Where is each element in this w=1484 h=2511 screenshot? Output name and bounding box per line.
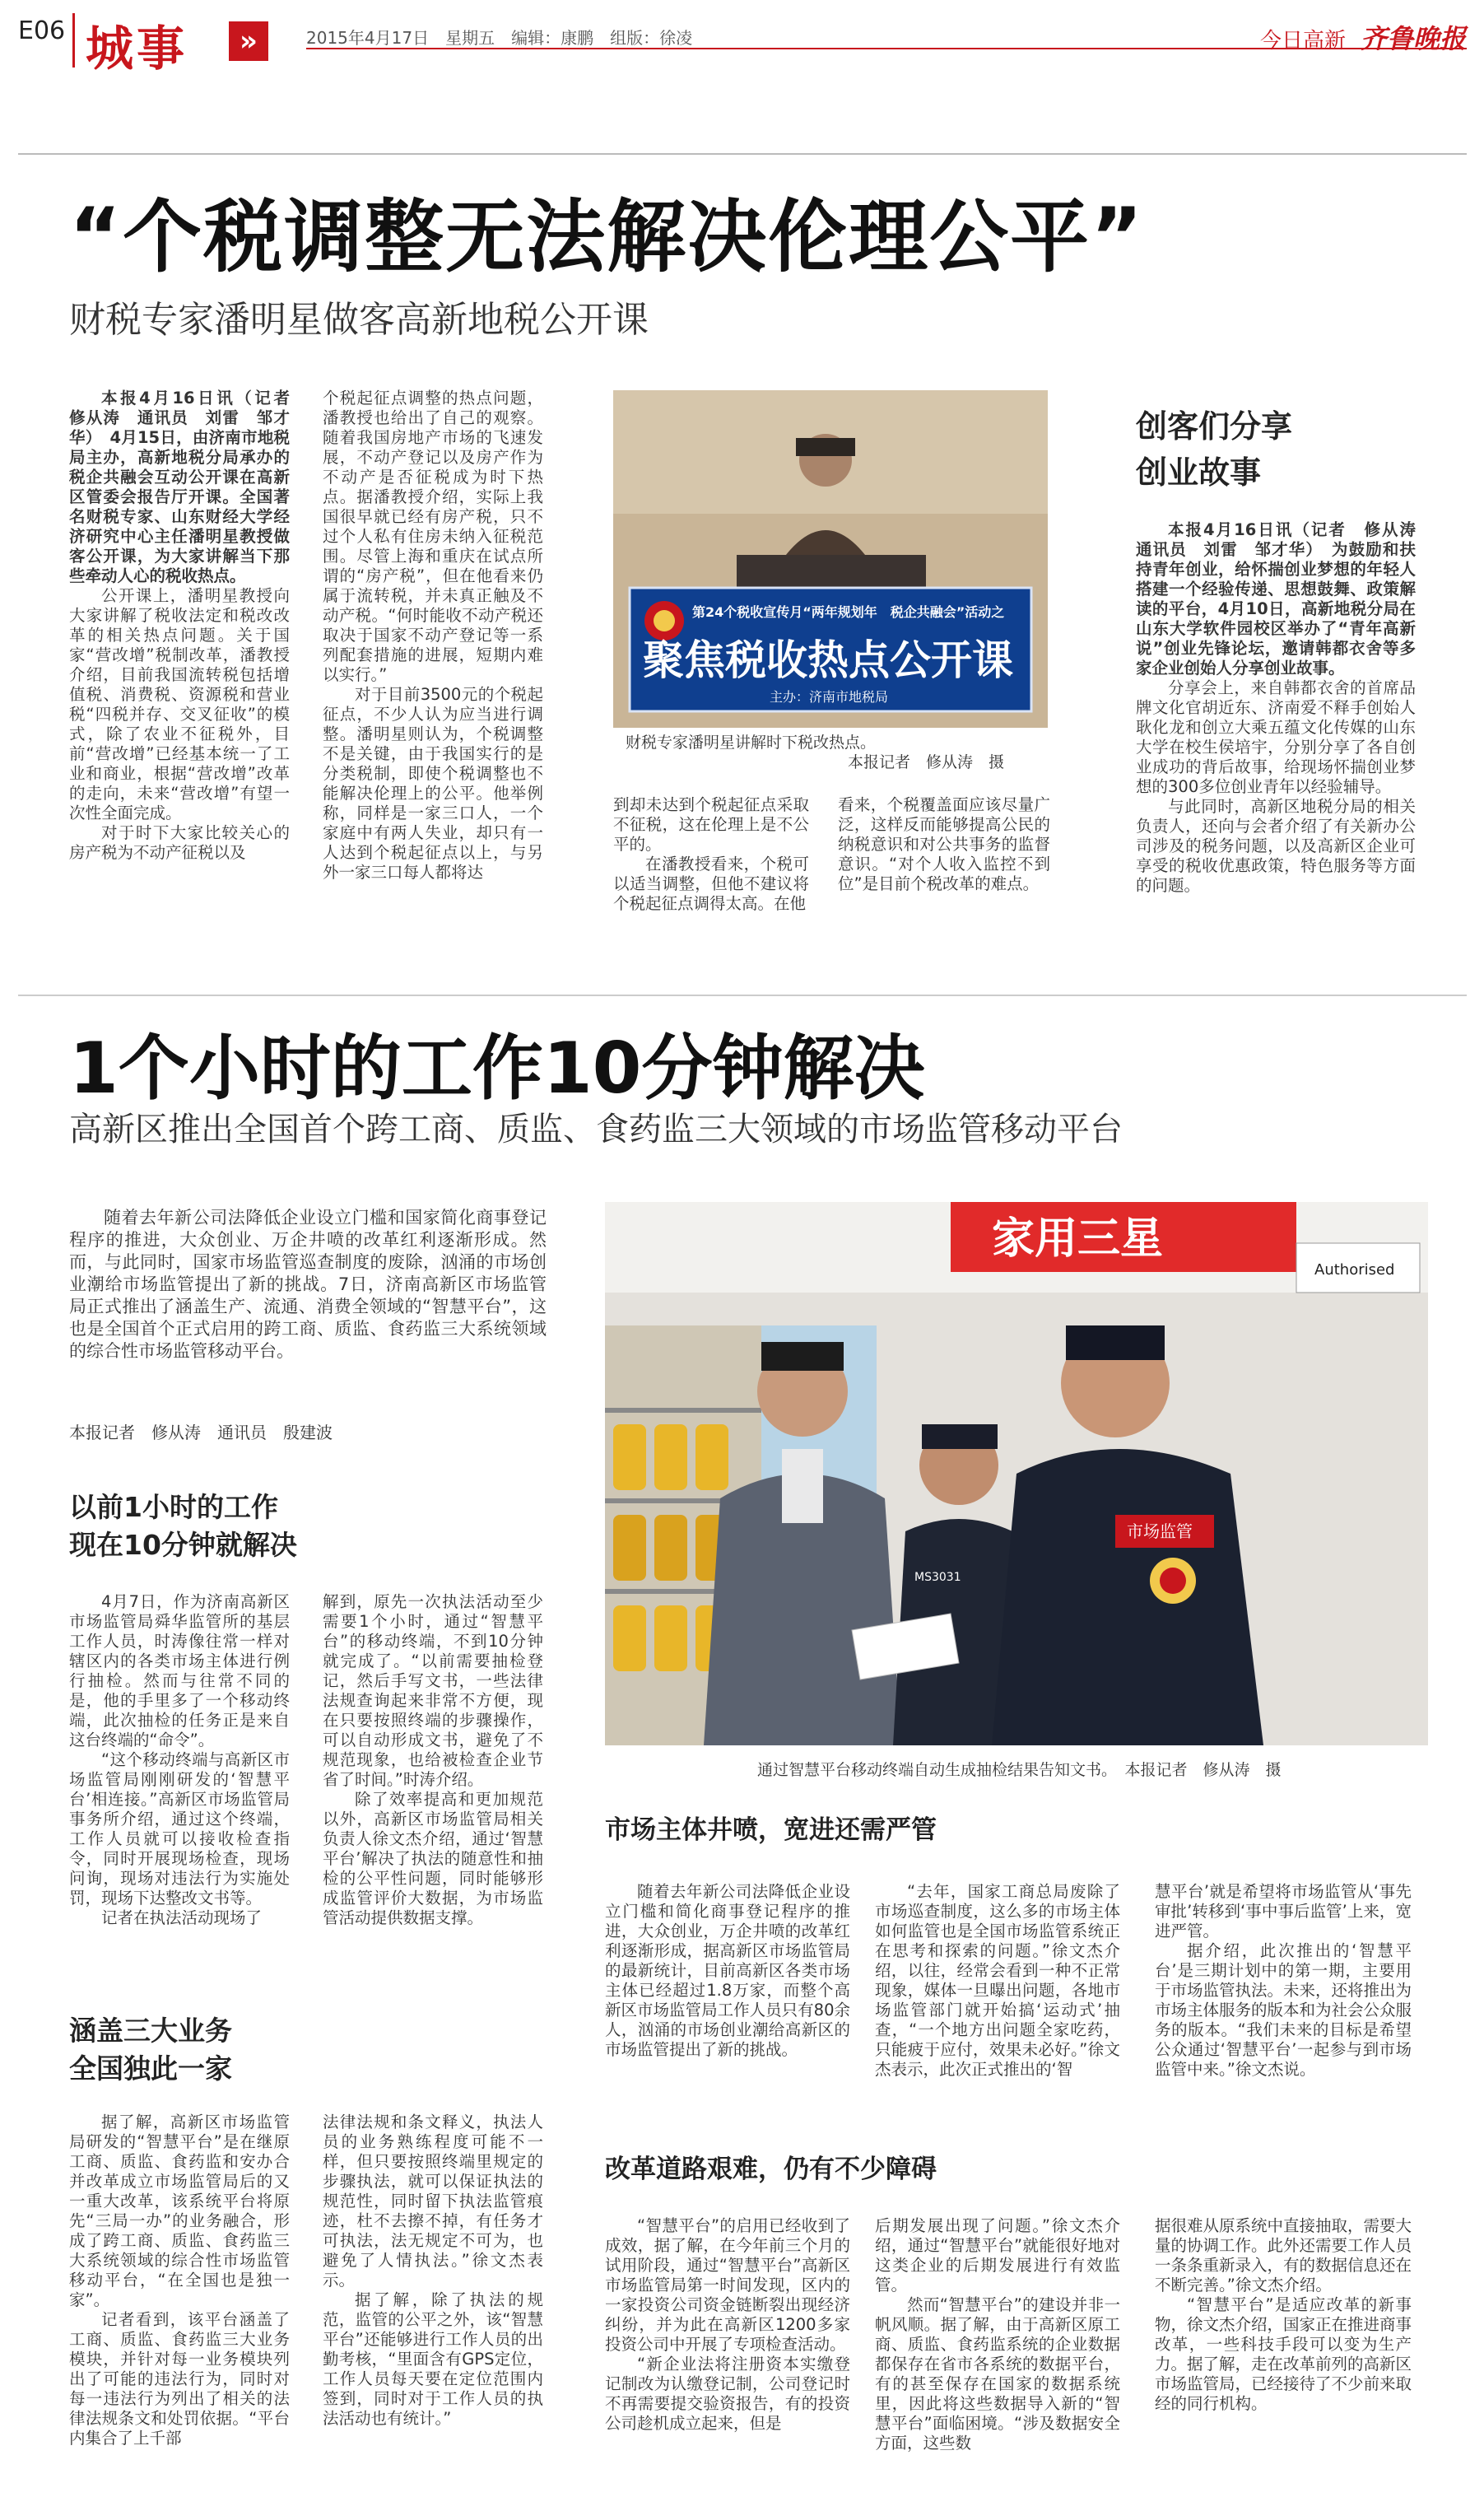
header-divider xyxy=(72,13,75,68)
sidebar-title xyxy=(1136,403,1292,496)
photo-authorised-sign: Authorised xyxy=(1314,1261,1395,1279)
paragraph: 解到，原先一次执法活动至少需要1个小时，通过“智慧平台”的移动终端，不到10分钟就完成了。“以前需要抽检登记，然后手写文书，一些法律法规查询起来非常不方便，现在只要按照终端的步骤操作，可以自动形成文书，避免了不规范现象，也给被检查企业节省了时间。”时涛介绍。 xyxy=(323,1592,543,1789)
subhead-3: 市场主体井喷，宽进还需严管 xyxy=(605,1815,937,1845)
article1-headline: “个税调整无法解决伦理公平” xyxy=(69,191,1145,283)
photo-badge-number: MS3031 xyxy=(914,1571,961,1584)
article1-column-3 xyxy=(613,795,809,943)
paragraph: “去年，国家工商总局废除了市场巡查制度，这么多的市场主体如何监管也是全国市场监管系统正在思考和探索的问题。”徐文杰介绍，以往，经常会看到一种不正常现象，媒体一旦曝出问题，各地市场监管部门就开始搞‘运动式’抽查，“一个地方出问题全家吃药，只能疲于应付，效果未必好。”徐文杰表示，此次正式推出的‘智 xyxy=(875,1882,1120,2079)
section1-column-1 xyxy=(69,1592,290,1992)
article2-photo xyxy=(605,1202,1428,1745)
paragraph: “这个移动终端与高新区市场监管局刚刚研发的‘智慧平台’相连接。”高新区市场监管局事务所介绍，通过这个终端，工作人员就可以接收检查指令，同时开展现场检查，现场问询，现场对违法行为实施处罚，现场下达整改文书等。 xyxy=(69,1750,290,1908)
photo-banner-sub: 主办：济南市地税局 xyxy=(770,689,889,705)
paper-name-logo: 齐鲁晚报 xyxy=(1360,23,1466,54)
paragraph: 与此同时，高新区地税分局的相关负责人，还向与会者介绍了有关新办公司涉及的税务问题，以及高新区企业可享受的税收优惠政策，特色服务等方面的问题。 xyxy=(1136,797,1416,895)
paragraph: 后期发展出现了问题。”徐文杰介绍，通过“智慧平台”就能很好地对这类企业的后期发展进行有效监管。 xyxy=(875,2216,1120,2294)
paragraph: 据了解，除了执法的规范，监管的公平之外，该“智慧平台”还能够进行工作人员的出勤考核，“里面含有GPS定位，工作人员每天要在定位范围内签到，同时对于工作人员的执法活动也有统计。” xyxy=(323,2290,543,2428)
paragraph: 除了效率提高和更加规范以外，高新区市场监管局相关负责人徐文杰介绍，通过‘智慧平台’解决了执法的随意性和抽检的公平性问题，同时能够形成监管评价大数据，为市场监管活动提供数据支撑。 xyxy=(323,1790,543,1927)
photo-shop-sign: 家用三星 xyxy=(992,1214,1164,1264)
paragraph: 公开课上，潘明星教授向大家讲解了税收法定和税改改革的相关热点问题。关于国家“营改增”税制改革，潘教授介绍，目前我国流转税包括增值税、消费税、资源税和营业税“四税并存、交叉征收”的模式，除了农业不征税外，目前“营改增”已经基本统一了工业和商业，根据“营改增”改革的走向，未来“营改增”有望一次性全面完成。 xyxy=(69,586,290,822)
subhead-2-line2: 全国独此一家 xyxy=(69,2052,232,2085)
paragraph: “智慧平台”的启用已经收到了成效，据了解，在今年前三个月的试用阶段，通过“智慧平台”高新区市场监管局第一时间发现，区内的一家投资公司资金链断裂出现经济纠纷，并为此在高新区1200多家投资公司中开展了专项检查活动。 xyxy=(605,2216,850,2354)
subhead-1-line2: 现在10分钟就解决 xyxy=(69,1529,297,1561)
photo-uniform-badge: 市场监管 xyxy=(1127,1521,1193,1541)
paragraph: 据介绍，此次推出的‘智慧平台’是三期计划中的第一期，主要用于市场监管执法。未来，还将推出为市场主体服务的版本和为社会公众服务的版本。“我们未来的目标是希望公众通过‘智慧平台’一起参与到市场监管中来。”徐文杰说。 xyxy=(1155,1941,1412,2079)
lecture-photo-illustration xyxy=(613,390,1048,728)
section-title: 城事 xyxy=(86,21,188,77)
paragraph: “新企业法将注册资本实缴登记制改为认缴登记制，公司登记时不再需要提交验资报告，有的投资公司趁机成立起来，但是 xyxy=(605,2355,850,2433)
paragraph: 对于目前3500元的个税起征点，不少人认为应当进行调整。潘明星则认为，个税调整不是关键，由于我国实行的是分类税制，即使个税调整也不能解决伦理上的公平。他举例称，同样是一家三口人，一个家庭中有两人失业，却只有一人达到个税起征点以上，与另外一家三口每人都将达 xyxy=(323,685,543,882)
article2-photo-caption: 通过智慧平台移动终端自动生成抽检结果告知文书。 本报记者 修从涛 摄 xyxy=(757,1761,1282,1779)
mid-rule xyxy=(18,995,1467,996)
paragraph: 分享会上，来自韩都衣舍的首席品牌文化官胡近东、济南爱不释手创始人耿化龙和创立大乘五蕴文化传媒的山东大学在校生侯培宇，分别分享了各自创业成功的背后故事，给现场怀揣创业梦想的300多位创业青年以经验辅导。 xyxy=(1136,678,1416,796)
paragraph: 记者看到，该平台涵盖了工商、质监、食药监三大业务模块，并针对每一业务模块列出了可能的违法行为，同时对每一违法行为列出了相关的法律法规条文和处罚依据。“平台内集合了上千部 xyxy=(69,2310,290,2448)
paragraph: 然而“智慧平台”的建设并非一帆风顺。据了解，由于高新区原工商、质监、食药监系统的企业数据都保存在省市各系统的数据平台，有的甚至保存在国家的数据系统里，因此将这些数据导入新的“智慧平台”面临困境。“涉及数据安全方面，这些数 xyxy=(875,2295,1120,2453)
double-chevron-icon: » xyxy=(229,21,268,61)
subhead-2 xyxy=(69,2012,232,2088)
paragraph: 随着去年新公司法降低企业设立门槛和国家简化商事登记程序的推进，大众创业、万企井喷的改革红利逐渐形成。然而，与此同时，国家市场监管巡查制度的废除，汹涌的市场创业潮给市场监管提出了新的挑战。7日，济南高新区市场监管局正式推出了涵盖生产、流通、消费全领域的“智慧平台”，这也是全国首个正式启用的跨工商、质监、食药监三大系统领域的综合性市场监管移动平台。 xyxy=(69,1208,547,1361)
section4-column-1 xyxy=(605,2216,850,2499)
article2-lead xyxy=(69,1207,547,1406)
sidebar-title-line2: 创业故事 xyxy=(1136,454,1262,491)
sidebar-body xyxy=(1136,520,1432,981)
section3-column-2 xyxy=(875,1882,1120,2129)
article1-subtitle: 财税专家潘明星做客高新地税公开课 xyxy=(69,299,649,341)
paragraph: 到却未达到个税起征点采取不征税，这在伦理上是不公平的。 xyxy=(613,795,809,854)
paragraph: 据了解，高新区市场监管局研发的“智慧平台”是在继原工商、质监、食药监和安办合并改革成立市场监管局后的又一重大改革，该系统平台将原先“三局一办”的业务融合，形成了跨工商、质监、食药监三大系统领域的综合性市场监管移动平台，“在全国也是独一家”。 xyxy=(69,2113,290,2309)
paragraph: 个税起征点调整的热点问题，潘教授也给出了自己的观察。随着我国房地产市场的飞速发展，不动产登记以及房产作为不动产是否征税成为时下热点。据潘教授介绍，实际上我国很早就已经有房产税，只不过个人私有住房未纳入征税范围。尽管上海和重庆在试点所谓的“房产税”，但在他看来仍属于流转税，并未真正触及不动产税。“何时能收不动产税还取决于国家不动产登记等一系列配套措施的进展，短期内难以实行。” xyxy=(323,389,543,684)
article2-headline: 1个小时的工作10分钟解决 xyxy=(69,1027,925,1110)
article1-column-2 xyxy=(323,389,543,924)
paragraph: 随着去年新公司法降低企业设立门槛和简化商事登记程序的推进，大众创业，万企井喷的改革红利逐渐形成，据高新区市场监管局的最新统计，目前高新区各类市场主体已经超过1.8万家，而整个高新区市场监管局工作人员只有80余人，汹涌的市场创业潮给高新区的市场监管提出了新的挑战。 xyxy=(605,1882,850,2059)
article1-photo-caption xyxy=(626,733,1004,772)
paragraph: 对于时下大家比较关心的房产税为不动产征税以及 xyxy=(69,823,290,862)
paragraph: 本报4月16日讯（记者 修从涛 通讯员 刘雷 邹才华） 4月15日，由济南市地税局主办，高新地税分局承办的税企共融会互动公开课在高新区管委会报告厅开课。全国著名财税专家、山东财经大学经济研究中心主任潘明星教授做客公开课，为大家讲解当下那些牵动人心的税收热点。 xyxy=(69,389,306,585)
top-rule xyxy=(18,153,1467,155)
inspection-photo-illustration xyxy=(605,1202,1428,1745)
paragraph: “智慧平台”是适应改革的新事物，徐文杰介绍，国家正在推进商事改革，一些科技手段可以变为生产力。据了解，走在改革前列的高新区市场监管局，已经接待了不少前来取经的同行机构。 xyxy=(1155,2295,1412,2413)
subhead-2-line1: 涵盖三大业务 xyxy=(69,2015,232,2047)
photo-banner-topline: 第24个税收宣传月“两年规划年 税企共融会”活动之 xyxy=(692,604,1005,620)
sidebar-title-line1: 创客们分享 xyxy=(1136,408,1293,445)
section1-column-2 xyxy=(323,1592,543,1992)
article2-byline: 本报记者 修从涛 通讯员 殷建波 xyxy=(69,1423,333,1442)
section2-column-2 xyxy=(323,2113,543,2499)
article2-subtitle: 高新区推出全国首个跨工商、质监、食药监三大领域的市场监管移动平台 xyxy=(69,1111,1123,1148)
paragraph: 看来，个税覆盖面应该尽量广泛，这样反而能够提高公民的纳税意识和对公共事务的监督意识。“对个人收入监控不到位”是目前个税改革的难点。 xyxy=(838,795,1050,893)
subhead-4: 改革道路艰难，仍有不少障碍 xyxy=(605,2155,937,2184)
section3-column-1 xyxy=(605,1882,850,2129)
section2-column-1 xyxy=(69,2113,290,2499)
header-right-label: 今日高新 xyxy=(1259,29,1346,54)
article1-column-4 xyxy=(838,795,1050,943)
article1-photo xyxy=(613,390,1048,728)
paragraph: 本报4月16日讯（记者 修从涛 通讯员 刘雷 邹才华） 为鼓励和扶持青年创业，给怀揣创业梦想的年轻人搭建一个经验传递、思想鼓舞、政策解读的平台，4月10日，高新地税分局在山东大学软件园校区举办了“青年高新说”创业先锋论坛，邀请韩都衣舍等多家企业创始人分享创业故事。 xyxy=(1136,520,1432,678)
photo-caption-line2: 本报记者 修从涛 摄 xyxy=(848,753,1005,771)
page-number: E06 xyxy=(18,16,66,45)
paragraph: 慧平台’就是希望将市场监管从‘事先审批’转移到‘事中事后监管’上来，宽进严管。 xyxy=(1155,1882,1412,1940)
paragraph: 在潘教授看来，个税可以适当调整，但他不建议将个税起征点调得太高。在他 xyxy=(613,855,809,913)
header-right xyxy=(1260,18,1466,56)
section3-column-3 xyxy=(1155,1882,1412,2129)
paragraph: 记者在执法活动现场了 xyxy=(101,1908,263,1927)
paragraph: 据很难从原系统中直接抽取，需要大量的协调工作。此外还需要工作人员一条条重新录入，有的数据信息还在不断完善。”徐文杰介绍。 xyxy=(1155,2216,1412,2294)
subhead-1 xyxy=(69,1488,297,1564)
paragraph: 4月7日，作为济南高新区市场监管局舜华监管所的基层工作人员，时涛像往常一样对辖区内的各类市场主体进行例行抽检。然而与往常不同的是，他的手里多了一个移动终端，此次抽检的任务正是来自这台终端的“命令”。 xyxy=(69,1592,290,1749)
subhead-1-line1: 以前1小时的工作 xyxy=(69,1491,278,1523)
article1-column-1 xyxy=(69,389,306,924)
header-meta: 2015年4月17日 星期五 编辑：康鹏 组版：徐凌 xyxy=(306,28,693,48)
section4-column-2 xyxy=(875,2216,1120,2499)
paragraph: 法律法规和条文释义，执法人员的业务熟练程度可能不一样，但只要按照终端里规定的步骤执法，就可以保证执法的规范性，同时留下执法监管痕迹，杜不去擦不掉，有任务才可执法，法无规定不可为，也避免了人情执法。”徐文杰表示。 xyxy=(323,2113,543,2290)
photo-caption-line1: 财税专家潘明星讲解时下税改热点。 xyxy=(626,734,877,752)
section4-column-3 xyxy=(1155,2216,1412,2499)
photo-banner-main: 聚焦税收热点公开课 xyxy=(643,636,1013,684)
